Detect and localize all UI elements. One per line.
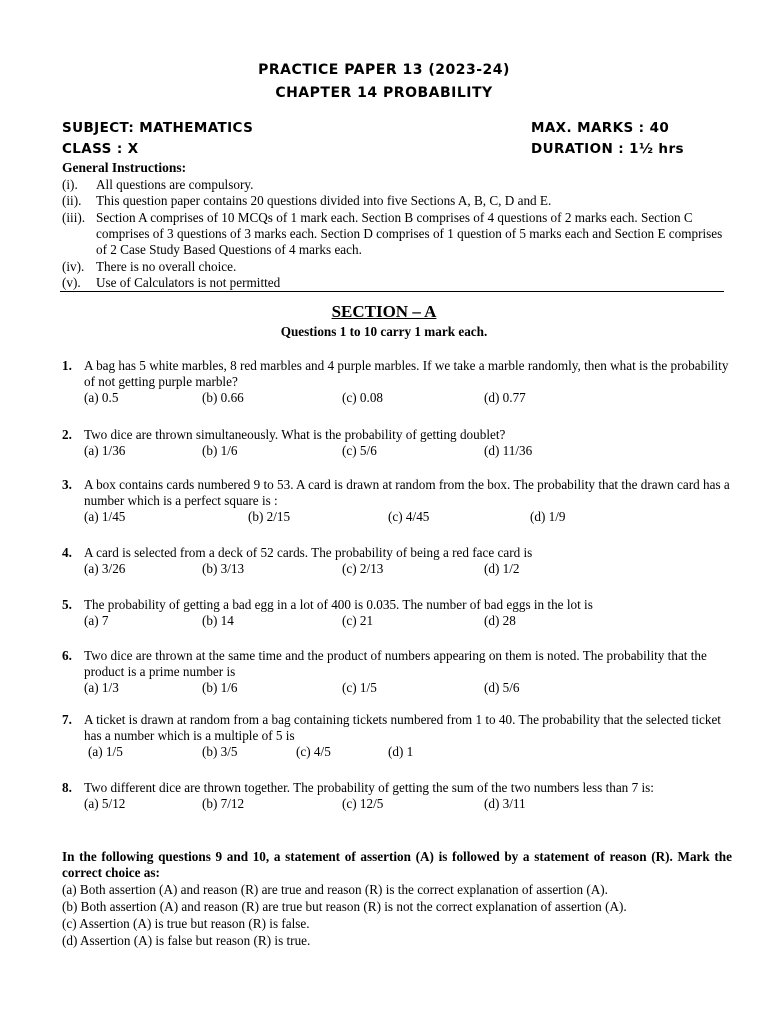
option: (a) 1/36: [84, 443, 126, 458]
question-text: A ticket is drawn at random from a bag containing tickets numbered from 1 to 40. The probability that the selected ticket has a number which is a multiple of 5 is: [84, 712, 721, 743]
max-marks-label: MAX. MARKS : 40: [531, 120, 670, 136]
question-number: 8.: [62, 780, 72, 795]
instruction-item: [62, 177, 730, 193]
assertion-choice: (d) Assertion (A) is false but reason (R) is true.: [62, 933, 311, 948]
instruction-item: [62, 275, 730, 291]
option: (b) 3/5: [202, 744, 238, 759]
question-number: 1.: [62, 358, 72, 373]
option: (a) 3/26: [84, 561, 126, 576]
instruction-item: [62, 259, 730, 275]
question-item: [62, 648, 734, 696]
question-item: [62, 597, 734, 629]
question-item: [62, 427, 734, 459]
assertion-choice: (b) Both assertion (A) and reason (R) are true but reason (R) is not the correct explanation of assertion (A).: [62, 899, 627, 914]
instruction-text: This question paper contains 20 questions divided into five Sections A, B, C, D and E.: [96, 193, 552, 208]
question-number: 4.: [62, 545, 72, 560]
question-number: 6.: [62, 648, 72, 663]
option: (b) 3/13: [202, 561, 245, 576]
option: (d) 0.77: [484, 390, 526, 405]
option: (d) 1/2: [484, 561, 520, 576]
option: (c) 4/45: [388, 509, 430, 524]
option: (d) 5/6: [484, 680, 520, 695]
option: (d) 1/9: [530, 509, 566, 524]
option: (c) 21: [342, 613, 374, 628]
option: (a) 1/45: [84, 509, 126, 524]
option: (a) 1/5: [88, 744, 123, 759]
option: (d) 1: [388, 744, 414, 759]
question-text: The probability of getting a bad egg in a lot of 400 is 0.035. The number of bad eggs in the lot is: [84, 597, 593, 612]
options-row: [84, 390, 734, 406]
question-item: [62, 712, 734, 760]
question-number: 3.: [62, 477, 72, 492]
option: (b) 14: [202, 613, 234, 628]
option: (d) 28: [484, 613, 516, 628]
option: (b) 1/6: [202, 443, 238, 458]
assertion-reason-intro: In the following questions 9 and 10, a statement of assertion (A) is followed by a statement of reason (R). Mark the correct choice as:: [62, 849, 732, 880]
instruction-item: [62, 193, 730, 209]
assertion-choice: (a) Both assertion (A) and reason (R) are true and reason (R) is the correct explanation of assertion (A).: [62, 882, 608, 897]
option: (c) 5/6: [342, 443, 377, 458]
question-number: 7.: [62, 712, 72, 727]
options-row: [84, 509, 734, 525]
chapter-title: CHAPTER 14 PROBABILITY: [275, 85, 493, 101]
option: (b) 1/6: [202, 680, 238, 695]
instruction-text: Section A comprises of 10 MCQs of 1 mark each. Section B comprises of 4 questions of 2 marks each. Section C comprises of 3 questions of 3 marks each. Section D comprises of 1 question of 5 marks each and Section E comprises of 2 Case Study Based Questions of 4 marks each.: [96, 210, 723, 257]
option: (c) 1/5: [342, 680, 377, 695]
options-row: [84, 796, 734, 812]
divider: [60, 291, 724, 292]
question-text: Two dice are thrown at the same time and the product of numbers appearing on them is noted. The probability that the product is a prime number is: [84, 648, 707, 679]
options-row: [84, 561, 734, 577]
class-label: CLASS : X: [62, 141, 139, 157]
question-text: Two dice are thrown simultaneously. What is the probability of getting doublet?: [84, 427, 506, 442]
duration-label: DURATION : 1½ hrs: [531, 141, 684, 157]
option: (a) 0.5: [84, 390, 119, 405]
instruction-text: There is no overall choice.: [96, 259, 237, 274]
option: (d) 11/36: [484, 443, 533, 458]
paper-title: PRACTICE PAPER 13 (2023-24): [258, 62, 510, 78]
section-title: SECTION – A: [331, 302, 437, 321]
section-subtitle: Questions 1 to 10 carry 1 mark each.: [280, 324, 488, 339]
instruction-number: (iv).: [62, 259, 85, 274]
option: (a) 1/3: [84, 680, 119, 695]
option: (b) 7/12: [202, 796, 245, 811]
question-text: Two different dice are thrown together. The probability of getting the sum of the two numbers less than 7 is:: [84, 780, 654, 795]
question-number: 5.: [62, 597, 72, 612]
options-row: [84, 443, 734, 459]
options-row: [84, 744, 734, 760]
options-row: [84, 613, 734, 629]
question-item: [62, 780, 734, 812]
options-row: [84, 680, 734, 696]
option: (a) 7: [84, 613, 109, 628]
instruction-text: Use of Calculators is not permitted: [96, 275, 281, 290]
subject-label: SUBJECT: MATHEMATICS: [62, 120, 254, 136]
option: (c) 4/5: [296, 744, 331, 759]
question-text: A card is selected from a deck of 52 cards. The probability of being a red face card is: [84, 545, 533, 560]
option: (c) 12/5: [342, 796, 384, 811]
option: (c) 0.08: [342, 390, 384, 405]
instruction-text: All questions are compulsory.: [96, 177, 254, 192]
instructions-title: General Instructions:: [62, 160, 187, 175]
instruction-number: (i).: [62, 177, 78, 192]
question-item: [62, 545, 734, 577]
option: (b) 0.66: [202, 390, 244, 405]
option: (a) 5/12: [84, 796, 126, 811]
option: (b) 2/15: [248, 509, 291, 524]
question-item: [62, 358, 734, 406]
question-number: 2.: [62, 427, 72, 442]
option: (c) 2/13: [342, 561, 384, 576]
instruction-number: (iii).: [62, 210, 86, 225]
question-text: A bag has 5 white marbles, 8 red marbles and 4 purple marbles. If we take a marble randomly, then what is the probability of not getting purple marble?: [84, 358, 729, 389]
question-item: [62, 477, 734, 525]
instruction-number: (v).: [62, 275, 81, 290]
assertion-choice: (c) Assertion (A) is true but reason (R) is false.: [62, 916, 310, 931]
option: (d) 3/11: [484, 796, 526, 811]
question-text: A box contains cards numbered 9 to 53. A card is drawn at random from the box. The probability that the drawn card has a number which is a perfect square is :: [84, 477, 730, 508]
instruction-number: (ii).: [62, 193, 82, 208]
instruction-item: [62, 210, 730, 258]
